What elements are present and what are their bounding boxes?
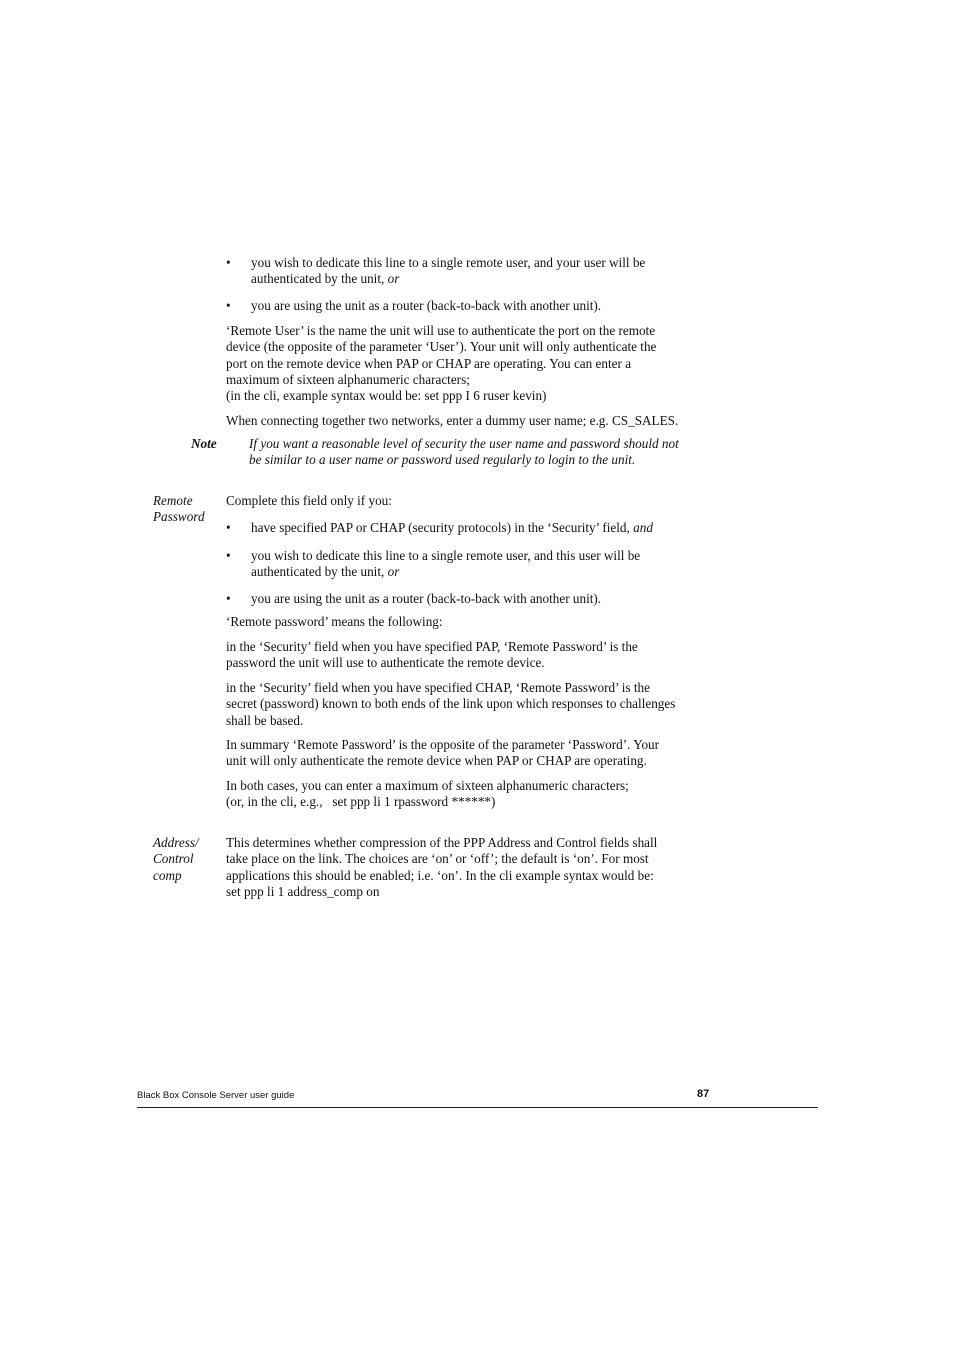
- bullet-marker: •: [226, 591, 231, 606]
- summary-paragraph: In summary ‘Remote Password’ is the opposite of the parameter ‘Password’. Your unit will only authenticate the remote device when PAP or CHAP are operating.: [226, 737, 660, 769]
- pap-paragraph: in the ‘Security’ field when you have specified PAP, ‘Remote Password’ is the password the unit will use to authenticate the remote device.: [226, 639, 638, 671]
- field-label-address-control-comp: Address/ Control comp: [153, 835, 199, 883]
- bullet-item: you are using the unit as a router (back-to-back with another unit).: [251, 591, 602, 606]
- chap-paragraph: in the ‘Security’ field when you have specified CHAP, ‘Remote Password’ is the secret (password) known to both ends of the link upon which responses to challenges shall be based.: [226, 680, 676, 728]
- note-label: Note: [191, 436, 217, 451]
- remote-password-means: ‘Remote password’ means the following:: [226, 614, 443, 629]
- bullet-marker: •: [226, 255, 231, 270]
- bullet-item: have specified PAP or CHAP (security protocols) in the ‘Security’ field, and: [251, 520, 653, 535]
- footer-title: Black Box Console Server user guide: [137, 1090, 295, 1101]
- note-text: If you want a reasonable level of security the user name and password should not be similar to a user name or password used regularly to login to the unit.: [249, 436, 679, 468]
- field-label-remote-password: Remote Password: [153, 493, 205, 525]
- footer-divider: [137, 1107, 818, 1108]
- dummy-user-paragraph: When connecting together two networks, enter a dummy user name; e.g. CS_SALES.: [226, 413, 679, 428]
- bullet-item: you wish to dedicate this line to a single remote user, and this user will be authenticated by the unit, or: [251, 548, 641, 580]
- remote-user-paragraph: ‘Remote User’ is the name the unit will use to authenticate the port on the remote device (the opposite of the parameter ‘User’). Your unit will only authenticate the port on the remote device when PAP or CHAP are operating. You can enter a maximum of sixteen alphanumeric characters; (in the cli, example syntax would be: set ppp I 6 ruser kevin): [226, 323, 657, 404]
- address-comp-paragraph: This determines whether compression of the PPP Address and Control fields shall take place on the link. The choices are ‘on’ or ‘off’; the default is ‘on’. For most applications this should be enabled; i.e. ‘on’. In the cli example syntax would be: set ppp li 1 address_comp on: [226, 835, 658, 899]
- bullet-item: you are using the unit as a router (back-to-back with another unit).: [251, 298, 602, 313]
- both-cases-paragraph: In both cases, you can enter a maximum of sixteen alphanumeric characters; (or, in the cli, e.g., set ppp li 1 rpassword ******): [226, 778, 629, 810]
- bullet-marker: •: [226, 520, 231, 535]
- bullet-item: you wish to dedicate this line to a single remote user, and your user will be authenticated by the unit, or: [251, 255, 646, 287]
- bullet-marker: •: [226, 548, 231, 563]
- page-number: 87: [697, 1088, 710, 1100]
- bullet-marker: •: [226, 298, 231, 313]
- remote-password-intro: Complete this field only if you:: [226, 493, 392, 508]
